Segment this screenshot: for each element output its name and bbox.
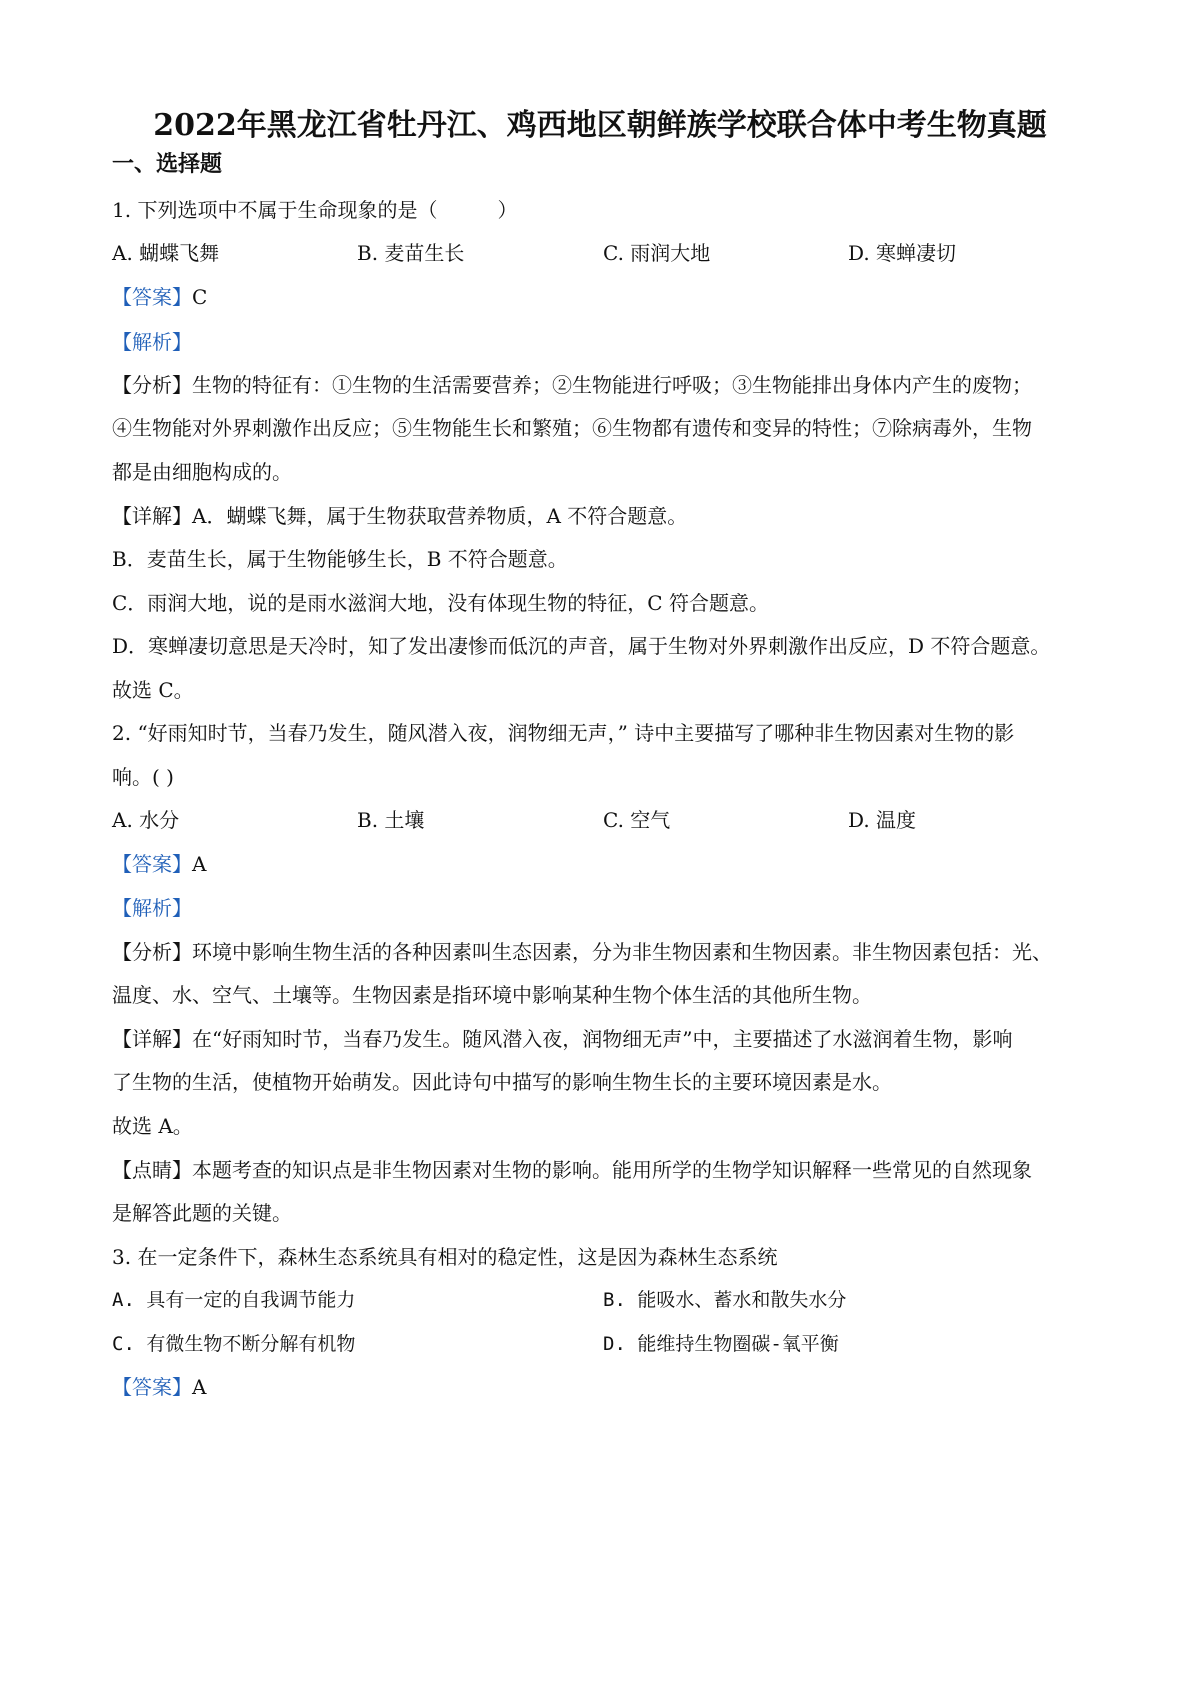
answer-tag: 【答案】	[112, 1375, 192, 1399]
q3-answer	[112, 1375, 206, 1399]
q2-option-b: B. 土壤	[357, 808, 425, 832]
q1-text-line: 都是由细胞构成的。	[112, 460, 292, 484]
q2-option-d: D. 温度	[848, 808, 917, 832]
q3-option-b: B. 能吸水、蓄水和散失水分	[603, 1289, 847, 1311]
question-1-stem: 1. 下列选项中不属于生命现象的是（ ）	[112, 198, 518, 222]
q2-text-line: 了生物的生活，使植物开始萌发。因此诗句中描写的影响生物生长的主要环境因素是水。	[112, 1070, 892, 1094]
q2-text-line: 【分析】环境中影响生物生活的各种因素叫生态因素，分为非生物因素和生物因素。非生物因素包括：光、	[112, 940, 1052, 964]
answer-value: A	[192, 852, 207, 876]
q1-answer	[112, 285, 207, 309]
q2-text-line: 【点睛】本题考查的知识点是非生物因素对生物的影响。能用所学的生物学知识解释一些常见的自然现象	[112, 1158, 1032, 1182]
q3-option-c: C. 有微生物不断分解有机物	[112, 1333, 356, 1355]
q1-text-line: B．麦苗生长，属于生物能够生长，B 不符合题意。	[112, 547, 568, 571]
q1-analysis-tag: 【解析】	[112, 330, 192, 354]
q2-option-a: A. 水分	[112, 808, 180, 832]
answer-tag: 【答案】	[112, 852, 192, 876]
q2-text-line: 故选 A。	[112, 1114, 193, 1138]
section-heading: 一、选择题	[112, 151, 223, 177]
answer-value: C	[192, 285, 208, 309]
answer-tag: 【答案】	[112, 285, 192, 309]
q2-analysis-tag: 【解析】	[112, 896, 192, 920]
q1-text-line: C．雨润大地，说的是雨水滋润大地，没有体现生物的特征，C 符合题意。	[112, 591, 769, 615]
q1-text-line: 【详解】A．蝴蝶飞舞，属于生物获取营养物质，A 不符合题意。	[112, 504, 688, 528]
q3-option-d: D. 能维持生物圈碳-氧平衡	[603, 1333, 839, 1355]
q1-text-line: D．寒蝉凄切意思是天冷时，知了发出凄惨而低沉的声音，属于生物对外界刺激作出反应，D 不符合题意。	[112, 634, 1051, 658]
q2-answer	[112, 852, 206, 876]
q2-text-line: 温度、水、空气、土壤等。生物因素是指环境中影响某种生物个体生活的其他所生物。	[112, 983, 872, 1007]
question-3-stem: 3. 在一定条件下，森林生态系统具有相对的稳定性，这是因为森林生态系统	[112, 1245, 778, 1269]
q2-text-line: 【详解】在“好雨知时节，当春乃发生。随风潜入夜，润物细无声”中，主要描述了水滋润着生物，影响	[112, 1027, 1013, 1051]
page-title: 2022年黑龙江省牡丹江、鸡西地区朝鲜族学校联合体中考生物真题	[153, 108, 1047, 143]
question-2-stem: 2. “好雨知时节，当春乃发生，随风潜入夜，润物细无声，” 诗中主要描写了哪种非生物因素对生物的影	[112, 721, 1015, 745]
q2-text-line: 是解答此题的关键。	[112, 1201, 292, 1225]
q3-option-a: A. 具有一定的自我调节能力	[112, 1289, 356, 1311]
answer-value: A	[192, 1375, 207, 1399]
q1-text-line: ④生物能对外界刺激作出反应；⑤生物能生长和繁殖；⑥生物都有遗传和变异的特性；⑦除病毒外，生物	[112, 416, 1032, 440]
q1-option-c: C. 雨润大地	[603, 241, 711, 265]
q1-text-line: 故选 C。	[112, 678, 194, 702]
q1-option-a: A. 蝴蝶飞舞	[112, 241, 220, 265]
q1-option-b: B. 麦苗生长	[357, 241, 465, 265]
question-2-stem-cont: 响。( )	[112, 765, 174, 789]
q2-option-c: C. 空气	[603, 808, 671, 832]
q1-text-line: 【分析】生物的特征有：①生物的生活需要营养；②生物能进行呼吸；③生物能排出身体内产生的废物；	[112, 373, 1032, 397]
q1-option-d: D. 寒蝉凄切	[848, 241, 957, 265]
